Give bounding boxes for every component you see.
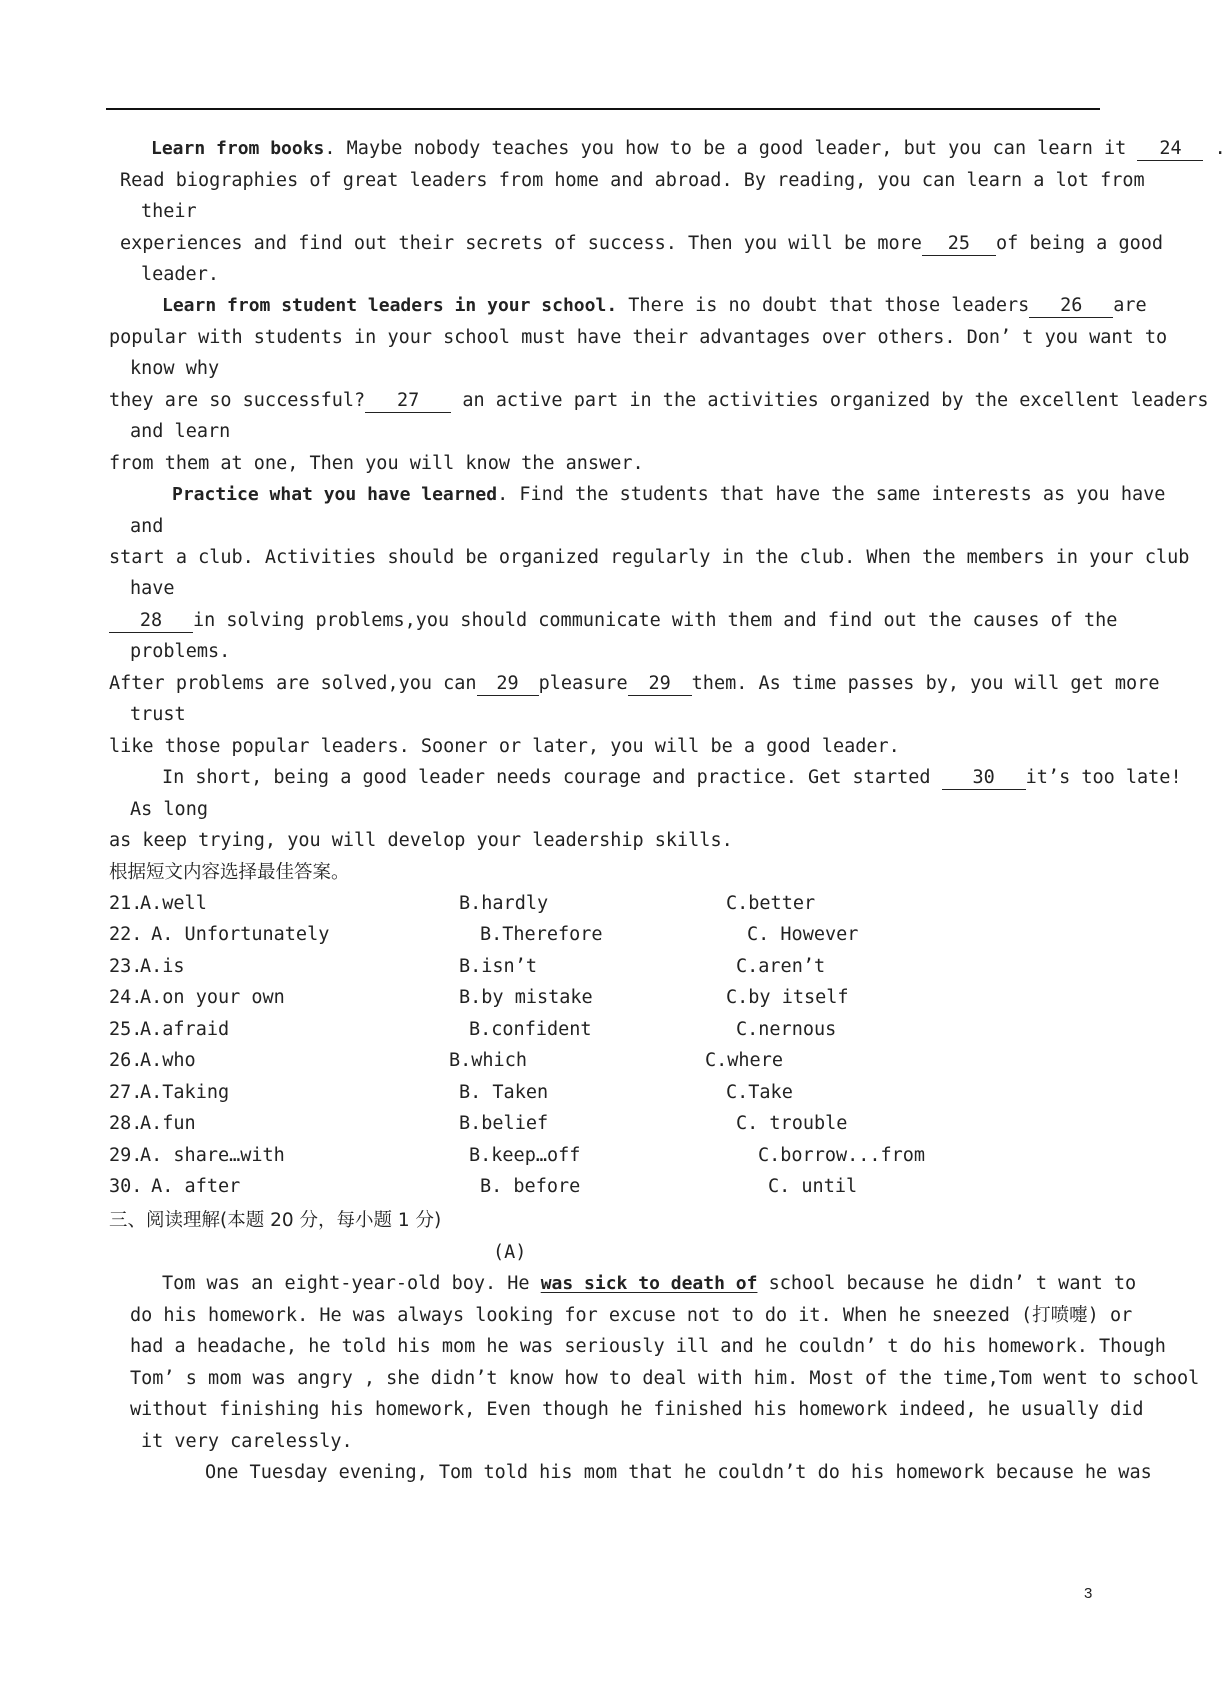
passage-line: Learn from student leaders in your school. There is no doubt that those leaders 26 are bbox=[162, 295, 1147, 316]
passage-line: leader. bbox=[141, 264, 219, 285]
passage-line: they are so successful? 27 an active part in the activities organized by the excellent leaders bbox=[109, 390, 1209, 411]
option-number: 22. bbox=[109, 924, 143, 945]
passage-line: know why bbox=[130, 358, 220, 379]
option-a[interactable]: A.fun bbox=[140, 1113, 196, 1134]
passage-line: it very carelessly. bbox=[141, 1431, 353, 1452]
underlined-phrase: was sick to death of bbox=[540, 1273, 758, 1294]
passage-line: start a club. Activities should be organized regularly in the club. When the members in your club bbox=[109, 547, 1190, 568]
option-number: 24. bbox=[109, 987, 143, 1008]
passage-line: had a headache, he told his mom he was seriously ill and he couldn’ t do his homework. Though bbox=[130, 1336, 1166, 1357]
option-b[interactable]: B.confident bbox=[469, 1019, 592, 1040]
option-c[interactable]: C.by itself bbox=[726, 987, 849, 1008]
option-c[interactable]: C. until bbox=[768, 1176, 858, 1197]
option-number: 27. bbox=[109, 1082, 143, 1103]
passage-line: In short, being a good leader needs courage and practice. Get started 30 it’s too late! bbox=[162, 767, 1182, 788]
blank-29a[interactable]: 29 bbox=[477, 673, 539, 696]
blank-24[interactable]: 24 bbox=[1137, 138, 1203, 161]
page-number: 3 bbox=[1084, 1585, 1093, 1602]
passage-line: problems. bbox=[130, 641, 231, 662]
blank-28[interactable]: 28 bbox=[109, 610, 193, 633]
option-a[interactable]: A.Taking bbox=[140, 1082, 230, 1103]
passage-line: popular with students in your school must have their advantages over others. Don’ t you want to bbox=[109, 327, 1168, 348]
passage-line: Tom’ s mom was angry , she didn’t know how to deal with him. Most of the time,Tom went to school bbox=[130, 1368, 1200, 1389]
option-number: 30. bbox=[109, 1176, 143, 1197]
option-c[interactable]: C.better bbox=[726, 893, 816, 914]
passage-line: have bbox=[130, 578, 175, 599]
option-number: 25. bbox=[109, 1019, 143, 1040]
option-c[interactable]: C.where bbox=[705, 1050, 783, 1071]
option-b[interactable]: B. before bbox=[480, 1176, 581, 1197]
passage-line: and bbox=[130, 516, 164, 537]
option-b[interactable]: B.hardly bbox=[459, 893, 549, 914]
option-a[interactable]: A.afraid bbox=[140, 1019, 230, 1040]
option-number: 26. bbox=[109, 1050, 143, 1071]
section-subtitle: (A) bbox=[493, 1242, 527, 1263]
option-b[interactable]: B.keep…off bbox=[469, 1145, 581, 1166]
option-c[interactable]: C. However bbox=[747, 924, 859, 945]
option-c[interactable]: C.nernous bbox=[736, 1019, 837, 1040]
passage-line: and learn bbox=[130, 421, 231, 442]
passage-line: do his homework. He was always looking for excuse not to do it. When he sneezed (打喷嚏) or bbox=[130, 1305, 1133, 1326]
passage-line: 28 in solving problems,you should communicate with them and find out the causes of the bbox=[109, 609, 1117, 633]
option-a[interactable]: A.well bbox=[140, 893, 207, 914]
section-title: 三、阅读理解(本题 20 分，每小题 1 分) bbox=[109, 1210, 442, 1231]
option-b[interactable]: B.which bbox=[449, 1050, 527, 1071]
option-number: 21. bbox=[109, 893, 143, 914]
blank-25[interactable]: 25 bbox=[922, 233, 996, 256]
option-number: 29. bbox=[109, 1145, 143, 1166]
option-a[interactable]: A. share…with bbox=[140, 1145, 285, 1166]
option-c[interactable]: C.borrow...from bbox=[758, 1145, 926, 1166]
option-c[interactable]: C.Take bbox=[726, 1082, 793, 1103]
option-c[interactable]: C. trouble bbox=[736, 1113, 848, 1134]
passage-line: experiences and find out their secrets of success. Then you will be more 25 of being a good bbox=[120, 233, 1164, 254]
section-heading: Learn from books bbox=[151, 138, 325, 159]
instruction-text: 根据短文内容选择最佳答案。 bbox=[109, 862, 350, 883]
passage-line: After problems are solved,you can 29 pleasure 29 them. As time passes by, you will get more bbox=[109, 673, 1160, 694]
passage-line: as keep trying, you will develop your leadership skills. bbox=[109, 830, 733, 851]
passage-line: like those popular leaders. Sooner or later, you will be a good leader. bbox=[109, 736, 900, 757]
option-number: 28. bbox=[109, 1113, 143, 1134]
passage-line: As long bbox=[130, 799, 208, 820]
passage-line: Learn from books. Maybe nobody teaches you how to be a good leader, but you can learn it 24 . bbox=[151, 138, 1226, 159]
option-a[interactable]: A.who bbox=[140, 1050, 196, 1071]
option-c[interactable]: C.aren’t bbox=[736, 956, 826, 977]
option-b[interactable]: B. Taken bbox=[459, 1082, 549, 1103]
option-a[interactable]: A.on your own bbox=[140, 987, 285, 1008]
passage-line: Read biographies of great leaders from home and abroad. By reading, you can learn a lot from bbox=[120, 170, 1145, 191]
section-heading: Learn from student leaders in your school. bbox=[162, 295, 618, 316]
blank-30[interactable]: 30 bbox=[942, 767, 1026, 790]
option-number: 23. bbox=[109, 956, 143, 977]
passage-line: Practice what you have learned. Find the students that have the same interests as you have bbox=[172, 484, 1166, 505]
option-a[interactable]: A. Unfortunately bbox=[140, 924, 330, 945]
passage-line: without finishing his homework, Even though he finished his homework indeed, he usually did bbox=[130, 1399, 1144, 1420]
blank-26[interactable]: 26 bbox=[1029, 295, 1113, 318]
passage-line: their bbox=[141, 201, 197, 222]
option-a[interactable]: A.is bbox=[140, 956, 185, 977]
passage-line: from them at one, Then you will know the answer. bbox=[109, 453, 644, 474]
blank-27[interactable]: 27 bbox=[365, 390, 451, 413]
option-b[interactable]: B.isn’t bbox=[459, 956, 537, 977]
option-a[interactable]: A. after bbox=[140, 1176, 241, 1197]
option-b[interactable]: B.belief bbox=[459, 1113, 549, 1134]
blank-29b[interactable]: 29 bbox=[628, 673, 692, 696]
passage-line: Tom was an eight-year-old boy. He was sick to death of school because he didn’ t want to bbox=[162, 1273, 1137, 1294]
passage-line: trust bbox=[130, 704, 186, 725]
option-b[interactable]: B.by mistake bbox=[459, 987, 593, 1008]
header-rule bbox=[106, 108, 1100, 110]
section-heading: Practice what you have learned bbox=[172, 484, 498, 505]
option-b[interactable]: B.Therefore bbox=[480, 924, 603, 945]
passage-line: One Tuesday evening, Tom told his mom that he couldn’t do his homework because he was bbox=[205, 1462, 1152, 1483]
